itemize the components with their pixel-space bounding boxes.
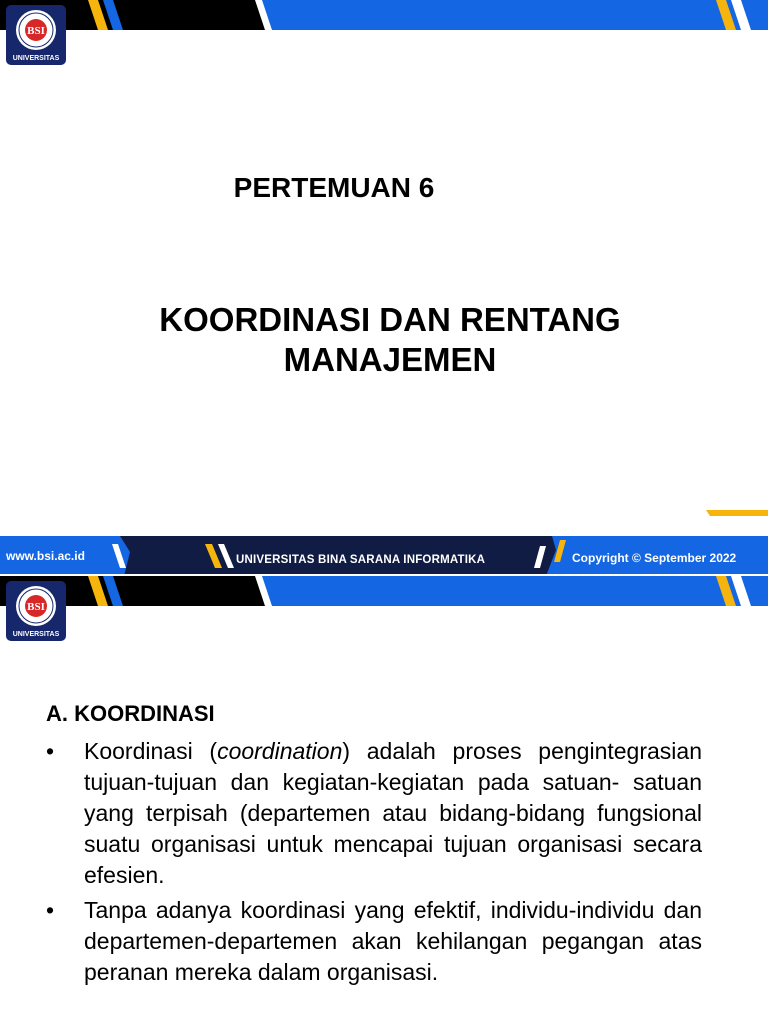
bullet1-italic-term: coordination xyxy=(217,738,343,764)
bullet1-text-end: ) adalah proses pengintegrasian tujuan-tujuan dan kegiatan-kegiatan pada satuan- satuan yang terpisah (departemen atau bidang-bidang fungsional suatu organisasi untuk mencapai tujuan organisasi secara efesien. xyxy=(84,738,702,888)
topic-title-line1: KOORDINASI DAN RENTANG xyxy=(159,301,621,338)
logo-monogram: BSI xyxy=(27,601,45,613)
footer-university: UNIVERSITAS BINA SARANA INFORMATIKA xyxy=(236,554,486,566)
topic-title xyxy=(80,300,700,380)
university-logo xyxy=(6,5,66,65)
content-slide xyxy=(0,576,768,1024)
logo-label: UNIVERSITAS xyxy=(12,631,60,638)
bullet-list xyxy=(46,736,702,992)
top-stripe xyxy=(0,0,768,30)
footer-stripes xyxy=(0,510,768,576)
meeting-title: PERTEMUAN 6 xyxy=(233,172,435,203)
footer-website: www.bsi.ac.id xyxy=(6,549,85,563)
footer-copyright: Copyright © September 2022 xyxy=(572,551,737,565)
bullet1-text-start: Koordinasi ( xyxy=(84,738,218,764)
university-logo xyxy=(6,581,66,641)
bullet-item-1 xyxy=(46,736,702,891)
topic-title-line2: MANAJEMEN xyxy=(283,341,497,378)
bullet2-text: Tanpa adanya koordinasi yang efektif, individu-individu dan departemen-departemen akan kehilangan pegangan atas peranan mereka dalam organisasi. xyxy=(84,897,702,985)
slide-footer xyxy=(0,510,768,576)
section-title: A. KOORDINASI xyxy=(46,701,215,726)
bullet-item-2 xyxy=(46,895,702,988)
logo-label: UNIVERSITAS xyxy=(12,55,60,62)
top-stripe xyxy=(0,576,768,606)
logo-monogram: BSI xyxy=(27,25,45,37)
